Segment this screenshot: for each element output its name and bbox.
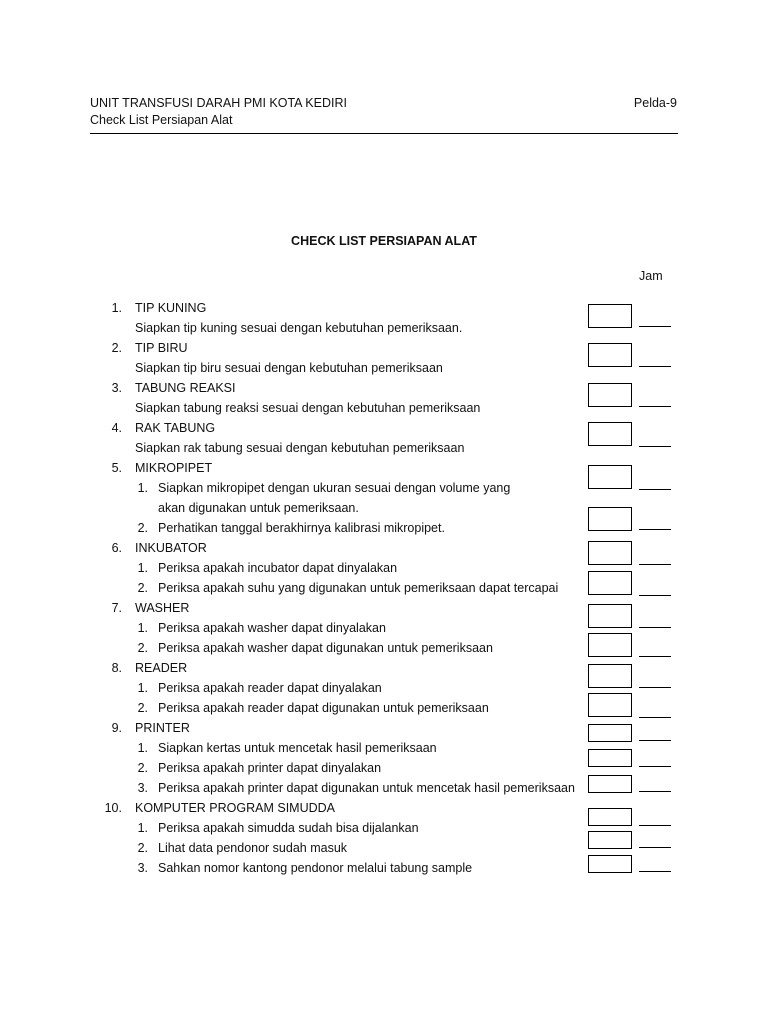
item-number: 1. xyxy=(137,621,148,635)
item-text: RAK TABUNG xyxy=(135,421,216,435)
item-text: Periksa apakah printer dapat digunakan untuk mencetak hasil pemeriksaan xyxy=(158,781,575,795)
item-text: INKUBATOR xyxy=(135,541,207,555)
header-code: Pelda-9 xyxy=(633,96,677,110)
time-blank-line[interactable] xyxy=(639,627,671,628)
item-text: Siapkan kertas untuk mencetak hasil pemeriksaan xyxy=(158,741,437,755)
item-number: 10. xyxy=(104,801,122,815)
item-text: Siapkan mikropipet dengan ukuran sesuai dengan volume yang xyxy=(158,481,511,495)
time-blank-line[interactable] xyxy=(639,740,671,741)
item-text: Siapkan tip biru sesuai dengan kebutuhan pemeriksaan xyxy=(135,361,443,375)
item-text: Siapkan tabung reaksi sesuai dengan kebutuhan pemeriksaan xyxy=(135,401,481,415)
item-text: MIKROPIPET xyxy=(135,461,213,475)
check-box[interactable] xyxy=(588,724,632,742)
item-number: 4. xyxy=(111,421,122,435)
item-text: Periksa apakah suhu yang digunakan untuk pemeriksaan dapat tercapai xyxy=(158,581,559,595)
check-box[interactable] xyxy=(588,465,632,489)
item-text: Periksa apakah simudda sudah bisa dijalankan xyxy=(158,821,419,835)
item-text: Periksa apakah washer dapat dinyalakan xyxy=(158,621,386,635)
time-blank-line[interactable] xyxy=(639,825,671,826)
time-blank-line[interactable] xyxy=(639,529,671,530)
item-text: Periksa apakah printer dapat dinyalakan xyxy=(158,761,382,775)
item-text: READER xyxy=(135,661,188,675)
time-blank-line[interactable] xyxy=(639,656,671,657)
check-box[interactable] xyxy=(588,343,632,367)
item-text: Periksa apakah incubator dapat dinyalakan xyxy=(158,561,398,575)
check-box[interactable] xyxy=(588,422,632,446)
check-box[interactable] xyxy=(588,633,632,657)
check-box[interactable] xyxy=(588,855,632,873)
item-number: 2. xyxy=(137,701,148,715)
time-blank-line[interactable] xyxy=(639,687,671,688)
item-text: Siapkan rak tabung sesuai dengan kebutuhan pemeriksaan xyxy=(135,441,465,455)
item-text: TIP KUNING xyxy=(135,301,207,315)
time-blank-line[interactable] xyxy=(639,766,671,767)
check-box[interactable] xyxy=(588,831,632,849)
time-blank-line[interactable] xyxy=(639,871,671,872)
item-text: TABUNG REAKSI xyxy=(135,381,236,395)
item-number: 5. xyxy=(111,461,122,475)
check-box[interactable] xyxy=(588,507,632,531)
header-divider xyxy=(90,133,678,134)
check-box[interactable] xyxy=(588,775,632,793)
check-box[interactable] xyxy=(588,693,632,717)
check-box[interactable] xyxy=(588,571,632,595)
item-number: 1. xyxy=(111,301,122,315)
item-text: TIP BIRU xyxy=(135,341,188,355)
time-blank-line[interactable] xyxy=(639,406,671,407)
time-blank-line[interactable] xyxy=(639,326,671,327)
jam-column-label: Jam xyxy=(639,269,663,283)
item-text: Perhatikan tanggal berakhirnya kalibrasi mikropipet. xyxy=(158,521,445,535)
item-text: WASHER xyxy=(135,601,190,615)
item-text: Siapkan tip kuning sesuai dengan kebutuhan pemeriksaan. xyxy=(135,321,463,335)
page-title: CHECK LIST PERSIAPAN ALAT xyxy=(291,234,477,248)
item-text: Lihat data pendonor sudah masuk xyxy=(158,841,348,855)
time-blank-line[interactable] xyxy=(639,717,671,718)
check-box[interactable] xyxy=(588,604,632,628)
item-text: akan digunakan untuk pemeriksaan. xyxy=(158,501,359,515)
check-box[interactable] xyxy=(588,749,632,767)
item-number: 1. xyxy=(137,481,148,495)
item-text: PRINTER xyxy=(135,721,190,735)
item-number: 2. xyxy=(137,761,148,775)
check-box[interactable] xyxy=(588,808,632,826)
item-number: 2. xyxy=(137,581,148,595)
item-text: Sahkan nomor kantong pendonor melalui tabung sample xyxy=(158,861,473,875)
item-number: 2. xyxy=(137,841,148,855)
item-text: KOMPUTER PROGRAM SIMUDDA xyxy=(135,801,336,815)
item-text: Periksa apakah reader dapat digunakan untuk pemeriksaan xyxy=(158,701,489,715)
item-number: 1. xyxy=(137,561,148,575)
time-blank-line[interactable] xyxy=(639,366,671,367)
item-number: 9. xyxy=(111,721,122,735)
check-box[interactable] xyxy=(588,304,632,328)
item-number: 3. xyxy=(137,861,148,875)
item-number: 1. xyxy=(137,681,148,695)
time-blank-line[interactable] xyxy=(639,446,671,447)
item-number: 1. xyxy=(137,741,148,755)
check-box[interactable] xyxy=(588,664,632,688)
item-text: Periksa apakah washer dapat digunakan untuk pemeriksaan xyxy=(158,641,493,655)
time-blank-line[interactable] xyxy=(639,791,671,792)
time-blank-line[interactable] xyxy=(639,564,671,565)
item-number: 7. xyxy=(111,601,122,615)
time-blank-line[interactable] xyxy=(639,847,671,848)
time-blank-line[interactable] xyxy=(639,595,671,596)
item-number: 2. xyxy=(111,341,122,355)
item-number: 8. xyxy=(111,661,122,675)
item-number: 6. xyxy=(111,541,122,555)
item-number: 2. xyxy=(137,641,148,655)
header-org: UNIT TRANSFUSI DARAH PMI KOTA KEDIRI xyxy=(90,96,347,110)
check-box[interactable] xyxy=(588,383,632,407)
item-text: Periksa apakah reader dapat dinyalakan xyxy=(158,681,382,695)
check-box[interactable] xyxy=(588,541,632,565)
header-subtitle: Check List Persiapan Alat xyxy=(90,113,233,127)
item-number: 1. xyxy=(137,821,148,835)
time-blank-line[interactable] xyxy=(639,489,671,490)
item-number: 3. xyxy=(137,781,148,795)
item-number: 2. xyxy=(137,521,148,535)
item-number: 3. xyxy=(111,381,122,395)
